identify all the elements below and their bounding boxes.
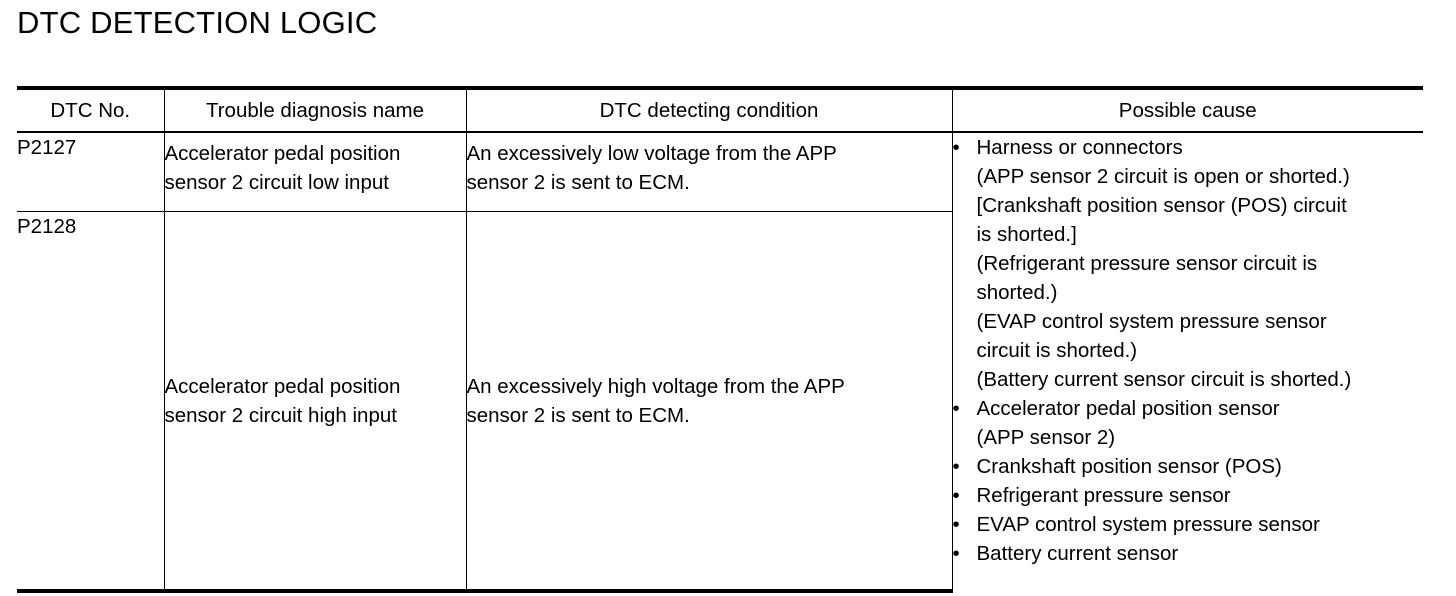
cause-line: Refrigerant pressure sensor (976, 484, 1231, 507)
detecting-condition-cell (466, 132, 952, 212)
cause-line: Accelerator pedal position sensor (976, 397, 1280, 420)
diagnosis-name-cell (164, 132, 466, 212)
possible-cause-list (953, 133, 1424, 568)
bullet-icon: • (952, 484, 960, 507)
table-header-row (17, 88, 1423, 132)
table-row (17, 132, 1423, 212)
bullet-icon: • (952, 513, 960, 536)
possible-cause-cell (952, 132, 1423, 591)
cause-line: Harness or connectors (976, 136, 1183, 159)
cause-line: Battery current sensor (976, 542, 1179, 565)
diagnosis-name-line: Accelerator pedal position (164, 374, 401, 398)
detecting-condition-line: sensor 2 is sent to ECM. (466, 403, 690, 427)
header-trouble-diagnosis-name: Trouble diagnosis name (164, 88, 466, 132)
header-dtc-no: DTC No. (17, 88, 164, 132)
cause-line: EVAP control system pressure sensor (976, 513, 1320, 536)
dtc-code: P2128 (17, 215, 77, 238)
cause-line: shorted.) (976, 281, 1058, 304)
cause-line: [Crankshaft position sensor (POS) circuit (976, 194, 1347, 217)
cause-line: (Refrigerant pressure sensor circuit is (976, 252, 1318, 275)
cause-line: Crankshaft position sensor (POS) (976, 455, 1282, 478)
list-item (953, 394, 1424, 452)
list-item (953, 539, 1424, 568)
header-dtc-detecting-condition: DTC detecting condition (466, 88, 952, 132)
list-item (953, 481, 1424, 510)
diagnosis-name-line: sensor 2 circuit high input (164, 403, 397, 427)
detecting-condition-cell (466, 212, 952, 592)
header-possible-cause: Possible cause (952, 88, 1423, 132)
diagnosis-name-line: Accelerator pedal position (164, 142, 401, 165)
cause-line: (APP sensor 2) (976, 426, 1116, 449)
detecting-condition-line: sensor 2 is sent to ECM. (466, 171, 690, 194)
detecting-condition-line: An excessively low voltage from the APP (466, 142, 837, 165)
list-item (953, 133, 1424, 394)
page-title: DTC DETECTION LOGIC (17, 5, 378, 40)
cause-line: is shorted.] (976, 223, 1077, 246)
cause-line: (APP sensor 2 circuit is open or shorted.) (976, 165, 1350, 188)
bullet-icon: • (952, 542, 960, 565)
dtc-code: P2127 (17, 136, 77, 159)
list-item (953, 510, 1424, 539)
list-item (953, 452, 1424, 481)
cause-line: (EVAP control system pressure sensor (976, 310, 1327, 333)
dtc-code-cell (17, 212, 164, 592)
bullet-icon: • (952, 397, 960, 420)
cause-line: (Battery current sensor circuit is shorted.) (976, 368, 1352, 391)
bullet-icon: • (952, 455, 960, 478)
bullet-icon: • (952, 136, 960, 159)
cause-line: circuit is shorted.) (976, 339, 1138, 362)
dtc-detection-logic-table (17, 86, 1423, 593)
diagnosis-name-cell (164, 212, 466, 592)
diagnosis-name-line: sensor 2 circuit low input (164, 171, 389, 194)
dtc-code-cell (17, 132, 164, 212)
detecting-condition-line: An excessively high voltage from the APP (466, 374, 845, 398)
